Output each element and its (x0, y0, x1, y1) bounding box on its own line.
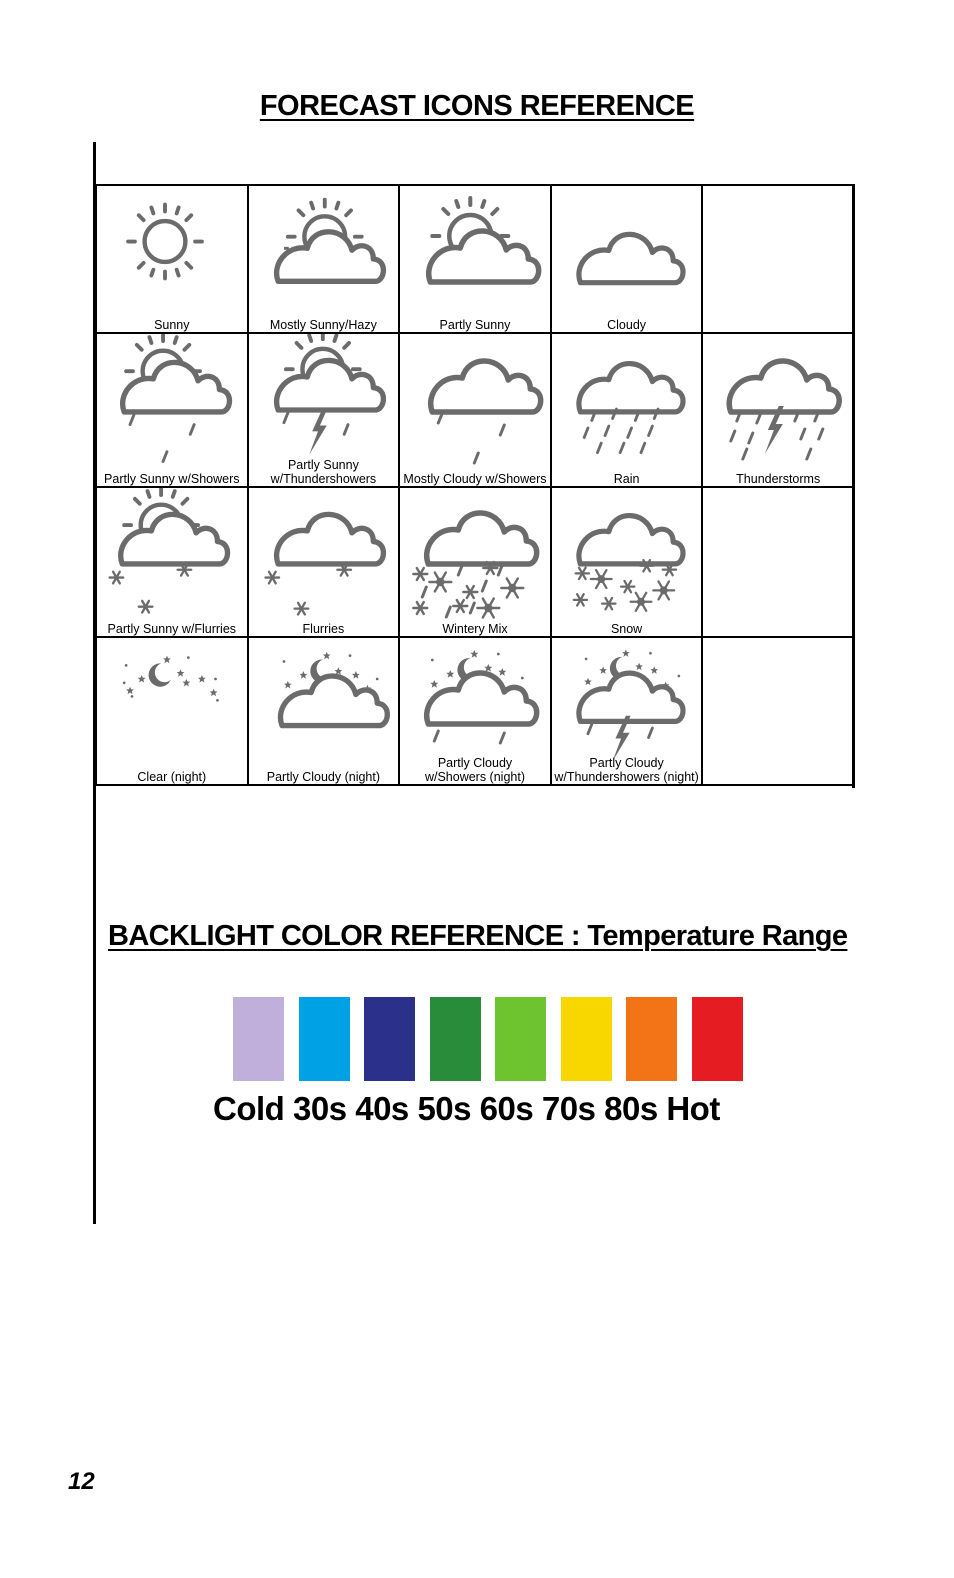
icon-label: Flurries (302, 622, 345, 636)
clear-night-icon (97, 638, 247, 784)
partly-sunny-icon (400, 186, 550, 332)
icon-label-line2: w/Thundershowers (270, 472, 377, 486)
icon-cell-partly-sunny-showers (96, 333, 248, 487)
cloudy-icon (552, 186, 702, 332)
swatch-50s (430, 997, 481, 1081)
mostly-sunny-hazy-icon (249, 186, 399, 332)
icon-label: Clear (night) (137, 770, 207, 784)
icon-label: Mostly Sunny/Hazy (269, 318, 377, 332)
flurries-icon (249, 488, 399, 636)
icon-label-line1: Partly Cloudy (589, 756, 664, 770)
sunny-icon (97, 186, 247, 332)
partly-sunny-flurries-icon (97, 488, 247, 636)
icon-label: Thunderstorms (736, 472, 821, 486)
icon-label-line1: Partly Sunny (287, 458, 359, 472)
partly-sunny-showers-icon (97, 334, 247, 486)
swatch-30s (299, 997, 350, 1081)
icon-cell-empty (702, 185, 854, 333)
icon-label: Partly Sunny w/Flurries (107, 622, 237, 636)
icon-label (249, 458, 399, 486)
icon-cell-partly-cloudy-thundershowers-night (551, 637, 703, 785)
table-right-border (852, 184, 855, 788)
icon-cell-flurries (248, 487, 400, 637)
icon-label: Partly Cloudy (night) (266, 770, 381, 784)
icon-cell-rain (551, 333, 703, 487)
icon-label: Sunny (154, 318, 190, 332)
wintery-mix-icon (400, 488, 550, 636)
page-number: 12 (68, 1468, 95, 1495)
icon-label: Mostly Cloudy w/Showers (403, 472, 547, 486)
icon-cell-partly-cloudy-night (248, 637, 400, 785)
backlight-swatches (233, 997, 753, 1081)
icon-label: Wintery Mix (442, 622, 508, 636)
icon-label: Cloudy (607, 318, 647, 332)
icon-cell-partly-sunny-flurries (96, 487, 248, 637)
forecast-icons-table (95, 184, 855, 786)
icon-cell-empty (702, 487, 854, 637)
icon-cell-sunny (96, 185, 248, 333)
rain-icon (552, 334, 702, 486)
temperature-range-labels: Cold 30s 40s 50s 60s 70s 80s Hot (213, 1090, 720, 1127)
icon-cell-partly-sunny (399, 185, 551, 333)
snow-icon (552, 488, 702, 636)
icon-label (400, 756, 550, 784)
icon-cell-thunderstorms (702, 333, 854, 487)
icon-cell-partly-sunny-thundershowers (248, 333, 400, 487)
swatch-80s (626, 997, 677, 1081)
page-title: FORECAST ICONS REFERENCE (259, 90, 695, 122)
partly-cloudy-night-icon (249, 638, 399, 784)
icon-label (552, 756, 702, 784)
icon-cell-partly-cloudy-showers-night (399, 637, 551, 785)
icon-cell-cloudy (551, 185, 703, 333)
backlight-title: BACKLIGHT COLOR REFERENCE : Temperature Range (108, 920, 848, 952)
thunderstorms-icon (703, 334, 853, 486)
icon-label: Partly Sunny w/Showers (104, 472, 240, 486)
swatch-70s (561, 997, 612, 1081)
icon-cell-wintery-mix (399, 487, 551, 637)
swatch-40s (364, 997, 415, 1081)
icon-cell-snow (551, 487, 703, 637)
icon-cell-mostly-cloudy-showers (399, 333, 551, 487)
icon-cell-mostly-sunny-hazy (248, 185, 400, 333)
icon-label-line1: Partly Cloudy (437, 756, 513, 770)
icon-label: Partly Sunny (439, 318, 511, 332)
swatch-cold (233, 997, 284, 1081)
icon-label: Rain (613, 472, 640, 486)
icon-cell-empty (702, 637, 854, 785)
swatch-hot (692, 997, 743, 1081)
swatch-60s (495, 997, 546, 1081)
icon-label-line2: w/Thundershowers (night) (554, 770, 699, 784)
icon-label-line2: w/Showers (night) (424, 770, 525, 784)
mostly-cloudy-showers-icon (400, 334, 550, 486)
icon-label: Snow (610, 622, 643, 636)
icon-cell-clear-night (96, 637, 248, 785)
